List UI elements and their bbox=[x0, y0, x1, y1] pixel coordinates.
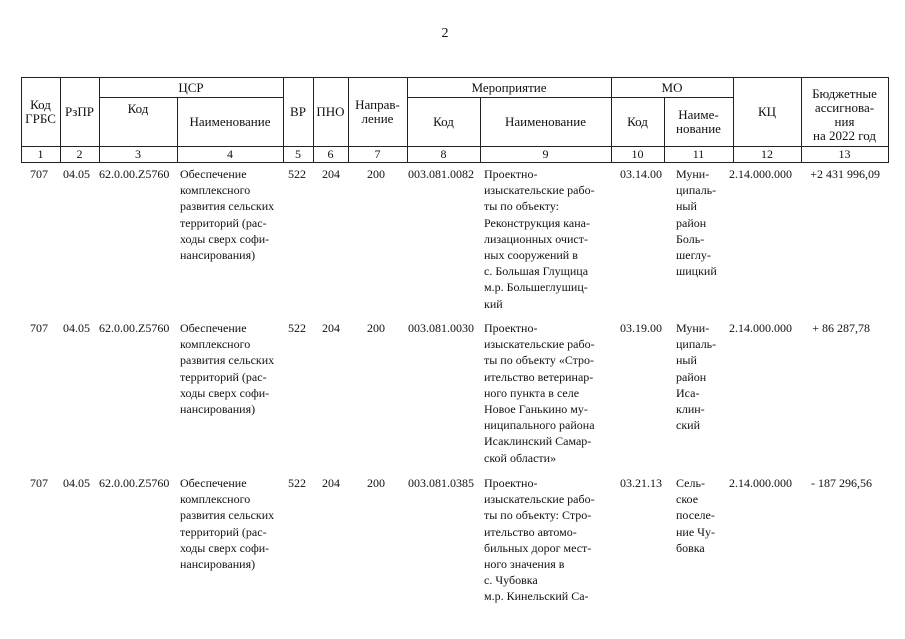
column-number: 13 bbox=[838, 147, 851, 161]
cell-pno: 204 bbox=[322, 476, 340, 490]
column-number: 6 bbox=[327, 147, 334, 161]
cell-napr: 200 bbox=[367, 476, 385, 490]
cell-csr-name: Обеспечение комплексного развития сельских территорий (рас- ходы сверх софи- нансирования) bbox=[180, 476, 275, 572]
cell-pno: 204 bbox=[322, 167, 340, 181]
cell-kc: 2.14.000.000 bbox=[729, 476, 792, 490]
cell-rzpr: 04.05 bbox=[63, 476, 90, 490]
column-number: 9 bbox=[542, 147, 549, 161]
page-number: 2 bbox=[441, 26, 449, 41]
header-csr-name: Наименование bbox=[189, 114, 271, 129]
cell-kc: 2.14.000.000 bbox=[729, 167, 792, 181]
header-mo-kod: Код bbox=[627, 114, 648, 129]
header-csr: ЦСР bbox=[178, 79, 204, 95]
cell-rzpr: 04.05 bbox=[63, 321, 90, 335]
cell-pno: 204 bbox=[322, 321, 340, 335]
header-kc: КЦ bbox=[757, 104, 777, 119]
header-mo: МО bbox=[661, 79, 683, 95]
cell-csr-kod: 62.0.00.Z5760 bbox=[99, 167, 170, 181]
header-meropriyatie: Мероприятие bbox=[471, 79, 547, 95]
cell-mer-name: Проектно- изыскательские рабо- ты по объекту: Реконструкция кана- лизационных очист- ных сооружений в с. Большая Глущица м.р. Большеглушиц- кий bbox=[484, 167, 595, 311]
header-napravlenie: Направ- ление bbox=[355, 97, 400, 126]
header-mo-name: Наиме- нование bbox=[676, 107, 721, 136]
header-vr: ВР bbox=[290, 104, 306, 119]
cell-napr: 200 bbox=[367, 167, 385, 181]
cell-csr-kod: 62.0.00.Z5760 bbox=[99, 321, 170, 335]
cell-vr: 522 bbox=[288, 167, 306, 181]
cell-mo-kod: 03.21.13 bbox=[620, 476, 662, 490]
column-number: 2 bbox=[76, 147, 83, 161]
cell-grbs: 707 bbox=[30, 321, 48, 335]
cell-mo-name: Муни- ципаль- ный район Боль- шеглу- шицкий bbox=[676, 167, 717, 279]
column-number: 3 bbox=[135, 147, 141, 161]
cell-napr: 200 bbox=[367, 321, 385, 335]
header-mer-kod: Код bbox=[433, 114, 454, 129]
header-mer-name: Наименование bbox=[505, 114, 586, 129]
column-number: 12 bbox=[761, 147, 773, 161]
cell-mo-kod: 03.19.00 bbox=[620, 321, 662, 335]
cell-vr: 522 bbox=[288, 476, 306, 490]
cell-csr-name: Обеспечение комплексного развития сельских территорий (рас- ходы сверх софи- нансирования) bbox=[180, 167, 275, 263]
header-kod-grbs: Код ГРБС bbox=[25, 97, 56, 126]
column-number: 1 bbox=[37, 147, 44, 161]
cell-mo-name: Муни- ципаль- ный район Иса- клин- ский bbox=[676, 321, 717, 433]
header-csr-kod: Код bbox=[127, 101, 149, 116]
cell-grbs: 707 bbox=[30, 167, 48, 181]
cell-grbs: 707 bbox=[30, 476, 48, 490]
cell-mo-kod: 03.14.00 bbox=[620, 167, 662, 181]
cell-mer-kod: 003.081.0082 bbox=[408, 167, 474, 181]
cell-amount: - 187 296,56 bbox=[811, 476, 872, 490]
cell-csr-kod: 62.0.00.Z5760 bbox=[99, 476, 170, 490]
cell-mer-kod: 003.081.0030 bbox=[408, 321, 474, 335]
cell-amount: + 86 287,78 bbox=[812, 321, 870, 335]
header-budget: Бюджетные ассигнова- ния на 2022 год bbox=[812, 85, 877, 143]
cell-mer-name: Проектно- изыскательские рабо- ты по объекту «Стро- ительство ветеринар- ного пункта в селе Новое Ганькино му- ниципального района Исаклинский Самар- ской области» bbox=[484, 321, 595, 465]
cell-kc: 2.14.000.000 bbox=[729, 321, 792, 335]
column-number: 7 bbox=[374, 147, 381, 161]
cell-amount: +2 431 996,09 bbox=[810, 167, 880, 181]
cell-mer-kod: 003.081.0385 bbox=[408, 476, 474, 490]
cell-vr: 522 bbox=[288, 321, 306, 335]
cell-mo-name: Сель- ское поселе- ние Чу- бовка bbox=[676, 476, 715, 555]
cell-csr-name: Обеспечение комплексного развития сельских территорий (рас- ходы сверх софи- нансирования) bbox=[180, 321, 275, 417]
header-rzpr: РзПР bbox=[65, 104, 94, 119]
column-number: 8 bbox=[440, 147, 447, 161]
column-number: 4 bbox=[227, 147, 233, 161]
column-number: 11 bbox=[692, 147, 705, 161]
cell-mer-name: Проектно- изыскательские рабо- ты по объекту: Стро- ительство автомо- бильных дорог мест- ного значения в с. Чубовка м.р. Кинельский Са- bbox=[484, 476, 595, 604]
column-number: 10 bbox=[631, 147, 644, 161]
header-pno: ПНО bbox=[316, 104, 345, 119]
cell-rzpr: 04.05 bbox=[63, 167, 90, 181]
column-number: 5 bbox=[295, 147, 301, 161]
